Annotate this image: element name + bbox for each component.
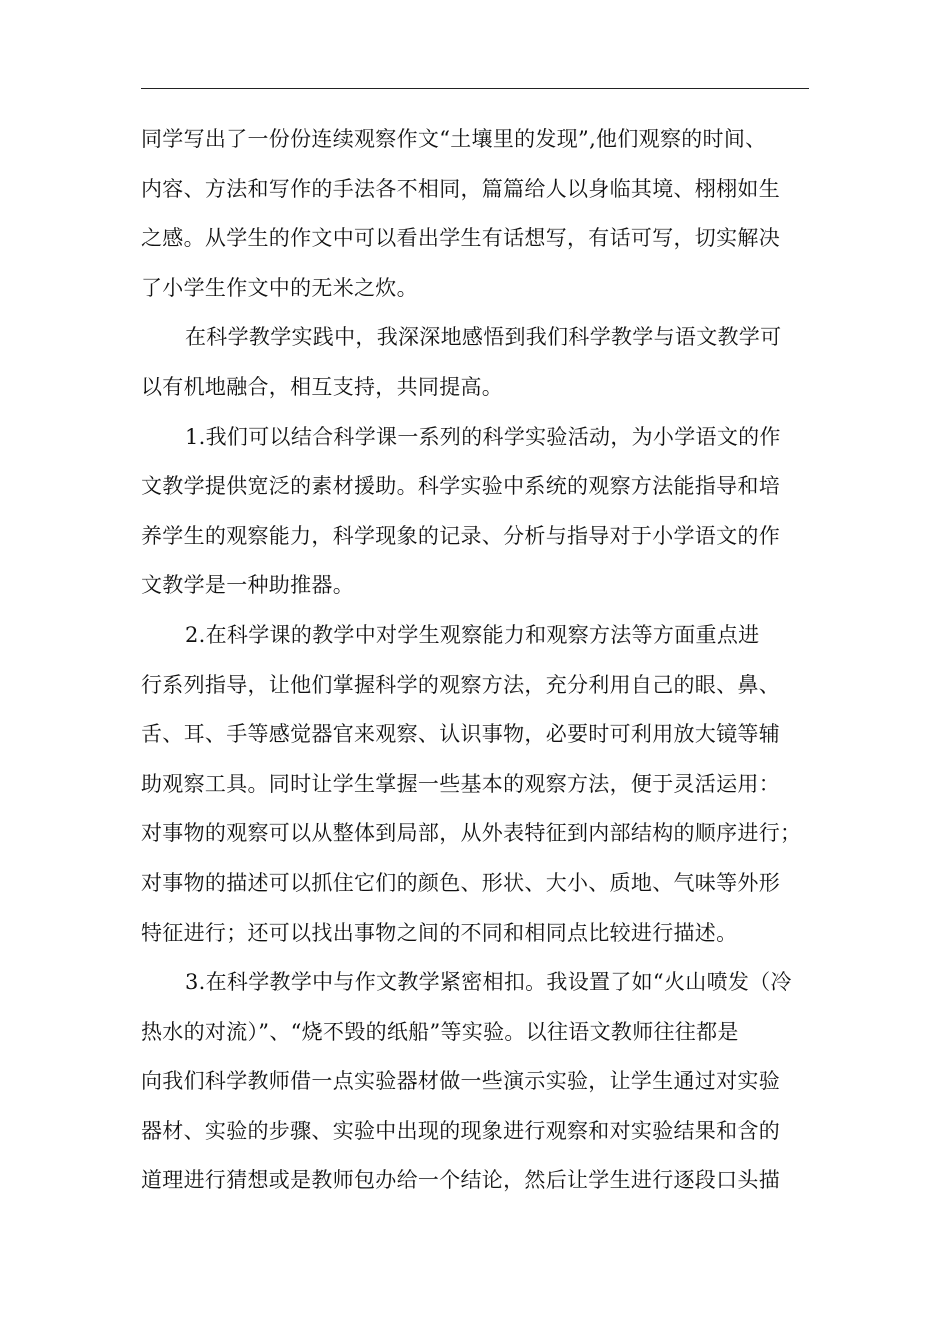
paragraph-first-line: 在科学教学实践中，我深深地感悟到我们科学教学与语文教学可 [185,325,782,350]
text-line: 内容、方法和写作的手法各不相同，篇篇给人以身临其境、栩栩如生 [141,176,780,201]
text-line: 同学写出了一份份连续观察作文“土壤里的发现”,他们观察的时间、 [141,127,767,151]
text-line: 之感。从学生的作文中可以看出学生有话想写，有话可写，切实解决 [141,226,780,251]
list-item-2-first-line: 2.在科学课的教学中对学生观察能力和观察方法等方面重点进 [185,622,760,647]
text-line: 文教学是一种助推器。 [141,573,354,598]
text-line: 文教学提供宽泛的素材援助。科学实验中系统的观察方法能指导和培 [141,474,780,499]
text-line: 特征进行；还可以找出事物之间的不同和相同点比较进行描述。 [141,920,738,945]
text-line: 器材、实验的步骤、实验中出现的现象进行观察和对实验结果和含的 [141,1118,780,1143]
header-rule [141,88,809,89]
text-line: 以有机地融合，相互支持，共同提高。 [141,374,504,399]
text-line: 舌、耳、手等感觉器官来观察、认识事物，必要时可利用放大镜等辅 [141,722,780,747]
list-item-1-first-line: 1.我们可以结合科学课一系列的科学实验活动，为小学语文的作 [185,424,781,449]
text-line: 对事物的描述可以抓住它们的颜色、形状、大小、质地、气味等外形 [141,870,780,895]
text-line: 热水的对流）”、“烧不毁的纸船”等实验。以往语文教师往往都是 [141,1019,739,1044]
text-line: 道理进行猜想或是教师包办给一个结论，然后让学生进行逐段口头描 [141,1168,780,1193]
text-line: 助观察工具。同时让学生掌握一些基本的观察方法，便于灵活运用： [141,771,780,796]
text-line: 向我们科学教师借一点实验器材做一些演示实验，让学生通过对实验 [141,1069,780,1094]
text-line: 对事物的观察可以从整体到局部，从外表特征到内部结构的顺序进行； [141,821,802,846]
list-item-3-first-line: 3.在科学教学中与作文教学紧密相扣。我设置了如“火山喷发（冷 [185,970,792,995]
document-body [141,115,821,1206]
text-line: 行系列指导，让他们掌握科学的观察方法，充分利用自己的眼、鼻、 [141,672,780,697]
text-line: 养学生的观察能力，科学现象的记录、分析与指导对于小学语文的作 [141,523,780,548]
text-line: 了小学生作文中的无米之炊。 [141,275,418,300]
